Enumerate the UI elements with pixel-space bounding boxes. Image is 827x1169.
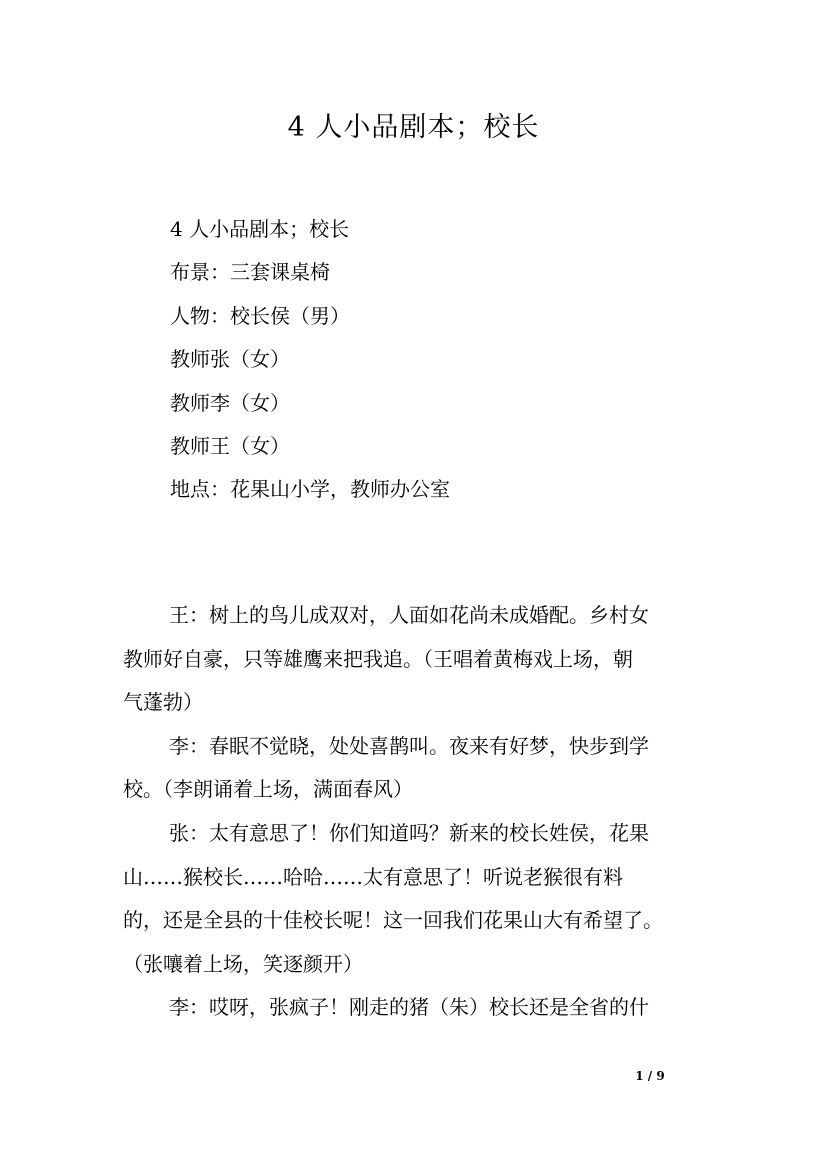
- dialogue-line: 李：哎呀，张疯子！刚走的猪（朱）校长还是全省的什: [169, 995, 649, 1020]
- dialogue-paragraph-zhang: [123, 812, 715, 986]
- page-number: 1 / 9: [635, 1069, 665, 1083]
- dialogue-line: （张嚷着上场，笑逐颜开）: [123, 951, 363, 976]
- dialogue-line: 气蓬勃）: [123, 690, 203, 715]
- dialogue-line: 李：春眠不觉晓，处处喜鹊叫。夜来有好梦，快步到学: [169, 733, 649, 758]
- dialogue-line: 教师好自豪，只等雄鹰来把我追。（王唱着黄梅戏上场，朝: [123, 646, 633, 671]
- header-line-teacher-zhang: 教师张（女）: [170, 347, 290, 372]
- header-line-teacher-wang: 教师王（女）: [170, 433, 290, 458]
- header-line-teacher-li: 教师李（女）: [170, 390, 290, 415]
- dialogue-line: 山……猴校长……哈哈……太有意思了！听说老猴很有料: [123, 864, 623, 889]
- dialogue-line: 校。（李朗诵着上场，满面春风）: [123, 777, 413, 802]
- header-line-setting: 布景：三套课桌椅: [170, 260, 330, 285]
- header-line-characters: 人物：校长侯（男）: [170, 303, 350, 328]
- dialogue-line: 的，还是全县的十佳校长呢！这一回我们花果山大有希望了。: [123, 908, 663, 933]
- header-line-title: 4 人小品剧本；校长: [170, 217, 350, 241]
- document-title: 4 人小品剧本；校长: [287, 112, 540, 143]
- dialogue-line: 王：树上的鸟儿成双对，人面如花尚未成婚配。乡村女: [169, 603, 649, 627]
- dialogue-paragraph-li: [123, 725, 715, 812]
- script-header-info: [170, 208, 730, 512]
- header-line-location: 地点：花果山小学，教师办公室: [170, 477, 450, 502]
- dialogue-paragraph-wang: [123, 594, 715, 725]
- dialogue-line: 张：太有意思了！你们知道吗？新来的校长姓侯，花果: [169, 820, 649, 845]
- script-dialogue: [123, 594, 715, 1030]
- dialogue-paragraph-li-2: [123, 986, 715, 1030]
